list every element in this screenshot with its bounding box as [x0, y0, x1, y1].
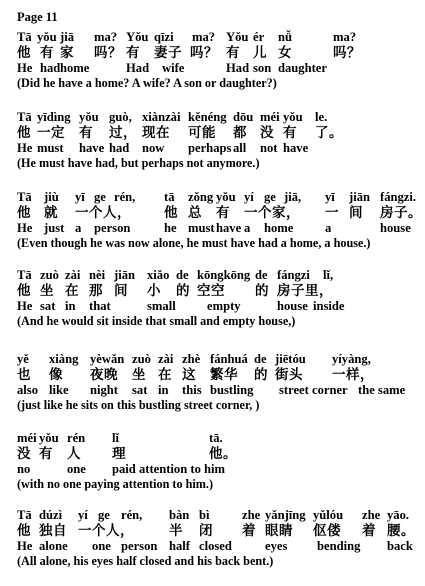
page-label: Page 11	[17, 10, 58, 24]
hanzi-word: 坐	[132, 367, 146, 383]
hanzi-word: 半	[169, 523, 183, 539]
gloss-word: a	[244, 220, 251, 235]
pinyin-word: jiān	[349, 190, 370, 204]
hanzi-word: 他	[17, 523, 31, 539]
pinyin-line	[17, 431, 417, 446]
gloss-word: bending	[317, 538, 361, 553]
hanzi-word: 空空	[197, 283, 225, 299]
hanzi-word: 伛偻	[313, 523, 341, 539]
hanzi-line	[17, 45, 417, 60]
hanzi-word: 没	[17, 446, 31, 462]
hanzi-word: 现在	[142, 125, 170, 141]
gloss-line	[17, 462, 417, 477]
gloss-word: alone	[39, 538, 68, 553]
pinyin-word: yī	[75, 190, 85, 204]
pinyin-word: jiā	[60, 30, 74, 44]
gloss-word: have	[79, 140, 105, 155]
pinyin-word: Tā	[17, 30, 32, 44]
hanzi-line	[17, 205, 422, 221]
hanzi-word: 理	[112, 446, 126, 462]
gloss-word: also	[17, 382, 38, 397]
gloss-line	[17, 383, 417, 398]
gloss-word: just	[44, 220, 65, 235]
hanzi-word: 一个人，	[75, 205, 131, 221]
stanza-5	[17, 352, 417, 413]
pinyin-word: yí	[78, 508, 88, 522]
pinyin-word: yèwǎn	[90, 352, 125, 366]
pinyin-word: Tā	[17, 508, 32, 522]
hanzi-word: 有	[283, 125, 297, 141]
gloss-word: all	[233, 140, 247, 155]
pinyin-word: bì	[199, 508, 210, 522]
gloss-word: Had	[126, 60, 150, 75]
gloss-line	[17, 141, 417, 156]
hanzi-line	[17, 367, 417, 382]
pinyin-word: yāo.	[387, 508, 410, 522]
pinyin-word: Yǒu	[126, 30, 149, 44]
pinyin-word: yí	[244, 190, 254, 204]
pinyin-word: de	[255, 268, 268, 282]
hanzi-word: 就	[44, 205, 58, 221]
hanzi-word: 他	[164, 205, 178, 221]
hanzi-word: 总	[188, 205, 202, 221]
pinyin-word: yǒu	[39, 431, 59, 445]
gloss-word: a	[75, 220, 82, 235]
hanzi-word: 也	[17, 367, 31, 383]
gloss-word: now	[142, 140, 165, 155]
hanzi-word: 间	[114, 283, 128, 299]
pinyin-word: Tā	[17, 190, 32, 204]
gloss-word: night	[90, 382, 118, 397]
gloss-word: one	[67, 461, 86, 476]
gloss-word: a	[325, 220, 332, 235]
gloss-line	[17, 299, 417, 314]
hanzi-word: 的	[254, 367, 268, 383]
pinyin-word: jiētóu	[275, 352, 306, 366]
hanzi-word: 在	[65, 283, 79, 299]
translation-line: (All alone, his eyes half closed and his back bent.)	[17, 553, 274, 568]
hanzi-word: 这	[182, 367, 196, 383]
translation-line: (Did he have a home? A wife? A son or daughter?)	[17, 75, 277, 90]
pinyin-word: de	[176, 268, 189, 282]
hanzi-word: 人	[67, 446, 81, 462]
pinyin-word: fángzi.	[380, 190, 417, 204]
hanzi-word: 有	[40, 45, 54, 61]
gloss-word: home	[264, 220, 294, 235]
hanzi-word: 繁华	[210, 367, 238, 383]
pinyin-word: ge	[98, 508, 110, 522]
hanzi-word: 有	[126, 45, 140, 61]
pinyin-word: ge	[264, 190, 276, 204]
gloss-word: like	[49, 382, 69, 397]
gloss-word: must	[188, 220, 215, 235]
gloss-word: Had	[226, 60, 250, 75]
pinyin-word: le.	[315, 110, 328, 124]
translation-line: (with no one paying attention to him.)	[17, 476, 214, 491]
gloss-line	[17, 221, 417, 236]
pinyin-line	[17, 352, 417, 367]
pinyin-word: rén	[67, 431, 86, 445]
gloss-word: the same	[358, 382, 406, 397]
gloss-word: in	[158, 382, 169, 397]
hanzi-word: 街头	[275, 367, 303, 383]
pinyin-word: yǒu	[79, 110, 99, 124]
hanzi-word: 小	[147, 283, 161, 299]
gloss-word: sat	[40, 298, 56, 313]
hanzi-line	[17, 523, 417, 538]
hanzi-word: 了。	[315, 125, 343, 141]
pinyin-word: ma?	[192, 30, 216, 44]
pinyin-line	[17, 30, 417, 45]
hanzi-word: 有	[226, 45, 240, 61]
pinyin-word: qīzi	[154, 30, 174, 44]
hanzi-word: 吗？	[94, 45, 122, 61]
hanzi-word: 他	[17, 125, 31, 141]
hanzi-word: 一	[325, 205, 339, 221]
hanzi-word: 独自	[39, 523, 67, 539]
hanzi-word: 的	[176, 283, 190, 299]
hanzi-word: 有	[39, 446, 53, 462]
pinyin-word: méi	[17, 431, 37, 445]
translation-line: (And he would sit inside that small and empty house,)	[17, 313, 296, 328]
pinyin-word: yǔlóu	[313, 508, 344, 522]
gloss-word: he	[164, 220, 177, 235]
pinyin-word: xiàng	[49, 352, 79, 366]
hanzi-line	[17, 125, 417, 140]
pinyin-word: zuò	[132, 352, 151, 366]
pinyin-word: zǒng	[188, 190, 214, 204]
pinyin-word: jiù	[44, 190, 59, 204]
gloss-word: He	[17, 538, 33, 553]
hanzi-word: 那	[89, 283, 103, 299]
pinyin-word: xiànzài	[142, 110, 181, 124]
stanza-3	[17, 190, 422, 251]
pinyin-word: nèi	[89, 268, 106, 282]
gloss-word: inside	[313, 298, 345, 313]
hanzi-word: 着	[242, 523, 256, 539]
pinyin-word: Yǒu	[226, 30, 249, 44]
gloss-word: empty	[207, 298, 241, 313]
pinyin-word: yǒu	[37, 30, 57, 44]
gloss-word: He	[17, 298, 33, 313]
gloss-word: had	[109, 140, 130, 155]
hanzi-word: 房子里，	[277, 283, 333, 299]
pinyin-word: ma?	[333, 30, 357, 44]
pinyin-word: tā.	[209, 431, 223, 445]
stanza-7	[17, 508, 417, 569]
hanzi-word: 闭	[199, 523, 213, 539]
translation-line: (He must have had, but perhaps not anymore.)	[17, 155, 260, 170]
hanzi-word: 他	[17, 205, 31, 221]
pinyin-word: yíyàng,	[332, 352, 371, 366]
gloss-word: have	[283, 140, 309, 155]
pinyin-word: Tā	[17, 268, 32, 282]
hanzi-word: 没	[260, 125, 274, 141]
hanzi-word: 一个人，	[78, 523, 134, 539]
pinyin-word: zhe	[242, 508, 261, 522]
pinyin-word: zhè	[182, 352, 201, 366]
pinyin-word: jiān	[114, 268, 135, 282]
pinyin-word: ma?	[94, 30, 118, 44]
stanza-6	[17, 431, 417, 492]
gloss-word: son	[253, 60, 272, 75]
translation-line: (just like he sits on this bustling street corner, )	[17, 397, 260, 412]
gloss-word: perhaps	[188, 140, 232, 155]
hanzi-word: 可能	[188, 125, 216, 141]
gloss-word: small	[147, 298, 176, 313]
gloss-word: no	[17, 461, 31, 476]
gloss-word: daughter	[278, 60, 327, 75]
hanzi-word: 间	[349, 205, 363, 221]
pinyin-word: xiǎo	[147, 268, 170, 282]
gloss-word: half	[169, 538, 190, 553]
gloss-word: home	[60, 60, 90, 75]
stanza-2	[17, 110, 417, 171]
hanzi-word: 在	[158, 367, 172, 383]
pinyin-line	[17, 110, 417, 125]
pinyin-word: guò,	[109, 110, 132, 124]
pinyin-word: rén,	[121, 508, 143, 522]
pinyin-word: nǚ	[278, 30, 293, 44]
pinyin-word: yǒu	[283, 110, 303, 124]
gloss-word: bustling	[210, 382, 254, 397]
gloss-word: He	[17, 60, 33, 75]
pinyin-word: zuò	[40, 268, 59, 282]
pinyin-word: fángzi	[277, 268, 310, 282]
pinyin-word: yī	[325, 190, 335, 204]
gloss-word: have	[216, 220, 242, 235]
gloss-word: had	[40, 60, 61, 75]
gloss-line	[17, 539, 417, 554]
gloss-word: house	[277, 298, 308, 313]
stanza-4	[17, 268, 417, 329]
hanzi-word: 家	[60, 45, 74, 61]
hanzi-word: 一样，	[332, 367, 374, 383]
hanzi-word: 他。	[209, 446, 237, 462]
gloss-word: closed	[199, 538, 232, 553]
gloss-word: He	[17, 220, 33, 235]
pinyin-word: ge	[94, 190, 106, 204]
gloss-word: He	[17, 140, 33, 155]
pinyin-word: yǎnjīng	[265, 508, 306, 522]
gloss-word: not	[260, 140, 278, 155]
gloss-word: in	[65, 298, 76, 313]
gloss-word: paid attention to him	[112, 461, 226, 476]
hanzi-word: 他	[17, 283, 31, 299]
hanzi-line	[17, 283, 417, 298]
hanzi-word: 一定	[37, 125, 65, 141]
gloss-word: wife	[162, 60, 185, 75]
hanzi-word: 夜晚	[90, 367, 118, 383]
pinyin-word: kōngkōng	[197, 268, 251, 282]
gloss-word: person	[121, 538, 158, 553]
pinyin-word: bàn	[169, 508, 190, 522]
hanzi-word: 过，	[109, 125, 137, 141]
hanzi-line	[17, 446, 417, 461]
hanzi-word: 有	[79, 125, 93, 141]
gloss-word: this	[182, 382, 202, 397]
translation-line: (Even though he was now alone, he must have had a home, a house.)	[17, 235, 371, 250]
hanzi-word: 妻子	[154, 45, 182, 61]
pinyin-word: dōu	[233, 110, 254, 124]
pinyin-word: méi	[260, 110, 280, 124]
pinyin-word: ér	[253, 30, 265, 44]
pinyin-word: rén,	[114, 190, 136, 204]
gloss-word: sat	[132, 382, 148, 397]
pinyin-word: jiā,	[284, 190, 302, 204]
pinyin-word: zhe	[362, 508, 381, 522]
pinyin-word: fánhuá	[210, 352, 248, 366]
hanzi-word: 的	[255, 283, 269, 299]
hanzi-word: 着	[362, 523, 376, 539]
pinyin-word: zài	[65, 268, 81, 282]
pinyin-word: yǒu	[216, 190, 236, 204]
gloss-word: that	[89, 298, 111, 313]
hanzi-word: 女	[278, 45, 292, 61]
pinyin-line	[17, 268, 417, 283]
hanzi-word: 儿	[253, 45, 267, 61]
pinyin-word: yě	[17, 352, 29, 366]
gloss-line	[17, 61, 417, 76]
hanzi-word: 吗？	[333, 45, 361, 61]
gloss-word: house	[380, 220, 411, 235]
hanzi-word: 都	[233, 125, 247, 141]
pinyin-word: tā	[164, 190, 175, 204]
gloss-word: one	[92, 538, 111, 553]
pinyin-word: dúzì	[39, 508, 63, 522]
hanzi-word: 有	[216, 205, 230, 221]
gloss-word: eyes	[265, 538, 288, 553]
gloss-word: must	[37, 140, 64, 155]
hanzi-word: 腰。	[387, 523, 415, 539]
hanzi-word: 像	[49, 367, 63, 383]
gloss-word: street corner	[279, 382, 348, 397]
pinyin-word: yīdìng	[37, 110, 71, 124]
hanzi-word: 眼睛	[265, 523, 293, 539]
pinyin-line	[17, 508, 417, 523]
hanzi-word: 吗？	[190, 45, 218, 61]
gloss-word: back	[387, 538, 413, 553]
hanzi-word: 坐	[40, 283, 54, 299]
pinyin-word: lǐ	[112, 431, 119, 445]
pinyin-word: lǐ,	[323, 268, 334, 282]
hanzi-word: 房子。	[380, 205, 422, 221]
hanzi-word: 他	[17, 45, 31, 61]
pinyin-word: de	[254, 352, 267, 366]
gloss-word: person	[94, 220, 131, 235]
pinyin-word: kěnéng	[188, 110, 227, 124]
hanzi-word: 一个家，	[244, 205, 300, 221]
stanza-1	[17, 30, 417, 91]
pinyin-word: Tā	[17, 110, 32, 124]
pinyin-word: zài	[158, 352, 174, 366]
pinyin-line	[17, 190, 417, 205]
